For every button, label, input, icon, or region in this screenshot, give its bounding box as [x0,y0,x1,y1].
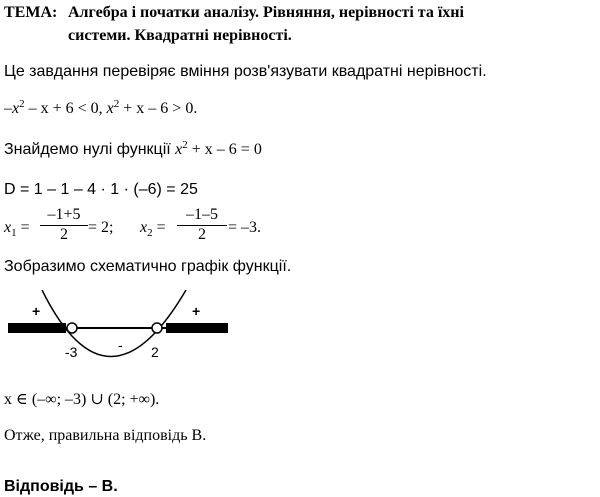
root2-fraction [177,206,227,244]
ineq-exponent-1: 2 [19,98,25,110]
root2-lhs [140,219,166,237]
root1-x: x [4,219,12,236]
root2-denominator: 2 [198,226,206,243]
root1-sub: 1 [11,227,17,239]
root2-eq: = [152,219,166,236]
root-left-point [67,323,77,333]
topic-label: ТЕМА: [4,4,58,21]
zeros-exponent: 2 [182,139,188,151]
zeros-line [4,141,262,159]
ineq-part-4: + x – 6 > 0. [119,100,198,117]
parabola-graph [0,290,240,370]
topic-title-line2: системи. Квадратні нерівності. [68,27,292,44]
zeros-rest: + x – 6 = 0 [187,141,262,158]
root-right-label: 2 [151,344,159,360]
final-answer: Відповідь – В. [4,478,118,495]
sign-left: + [32,303,41,319]
interval-right-shaded [166,323,228,333]
answer-set: x ∈ (–∞; –3) ∪ (2; +∞). [4,391,160,408]
inequalities-line [4,100,197,118]
root1-fraction [40,206,88,244]
ineq-exponent-2: 2 [113,98,120,110]
conclusion-text: Отже, правильна відповідь В. [4,427,207,444]
zeros-x: x [175,141,183,158]
discriminant-line: D = 1 – 1 – 4 · 1 · (–6) = 25 [4,181,198,198]
root-left-label: -3 [65,344,78,360]
ineq-part-2: – x + 6 < 0, [24,100,107,117]
root1-numerator: –1+5 [47,206,81,223]
sign-middle: - [118,337,123,353]
zeros-text: Знайдемо нулі функції [4,141,176,158]
root1-lhs [4,219,30,237]
root2-value: = –3. [228,219,262,236]
topic-title-line1: Алгебра і початки аналізу. Рівняння, нерівності та їхні [68,4,464,21]
intro-text: Це завдання перевіряє вміння розв'язувати квадратні нерівності. [4,63,487,80]
root1-denominator: 2 [60,226,68,243]
sign-right: + [192,303,201,319]
interval-left-shaded [8,323,66,333]
root2-numerator: –1–5 [186,206,218,223]
ineq-part-3: x [106,100,114,117]
root1-eq: = [16,219,30,236]
graph-caption: Зобразимо схематично графік функції. [4,258,292,275]
root1-value: = 2; [88,219,114,236]
root2-x: x [140,219,148,236]
root2-sub: 2 [147,227,153,239]
root-right-point [152,323,162,333]
ineq-part-1: –x [4,100,20,117]
